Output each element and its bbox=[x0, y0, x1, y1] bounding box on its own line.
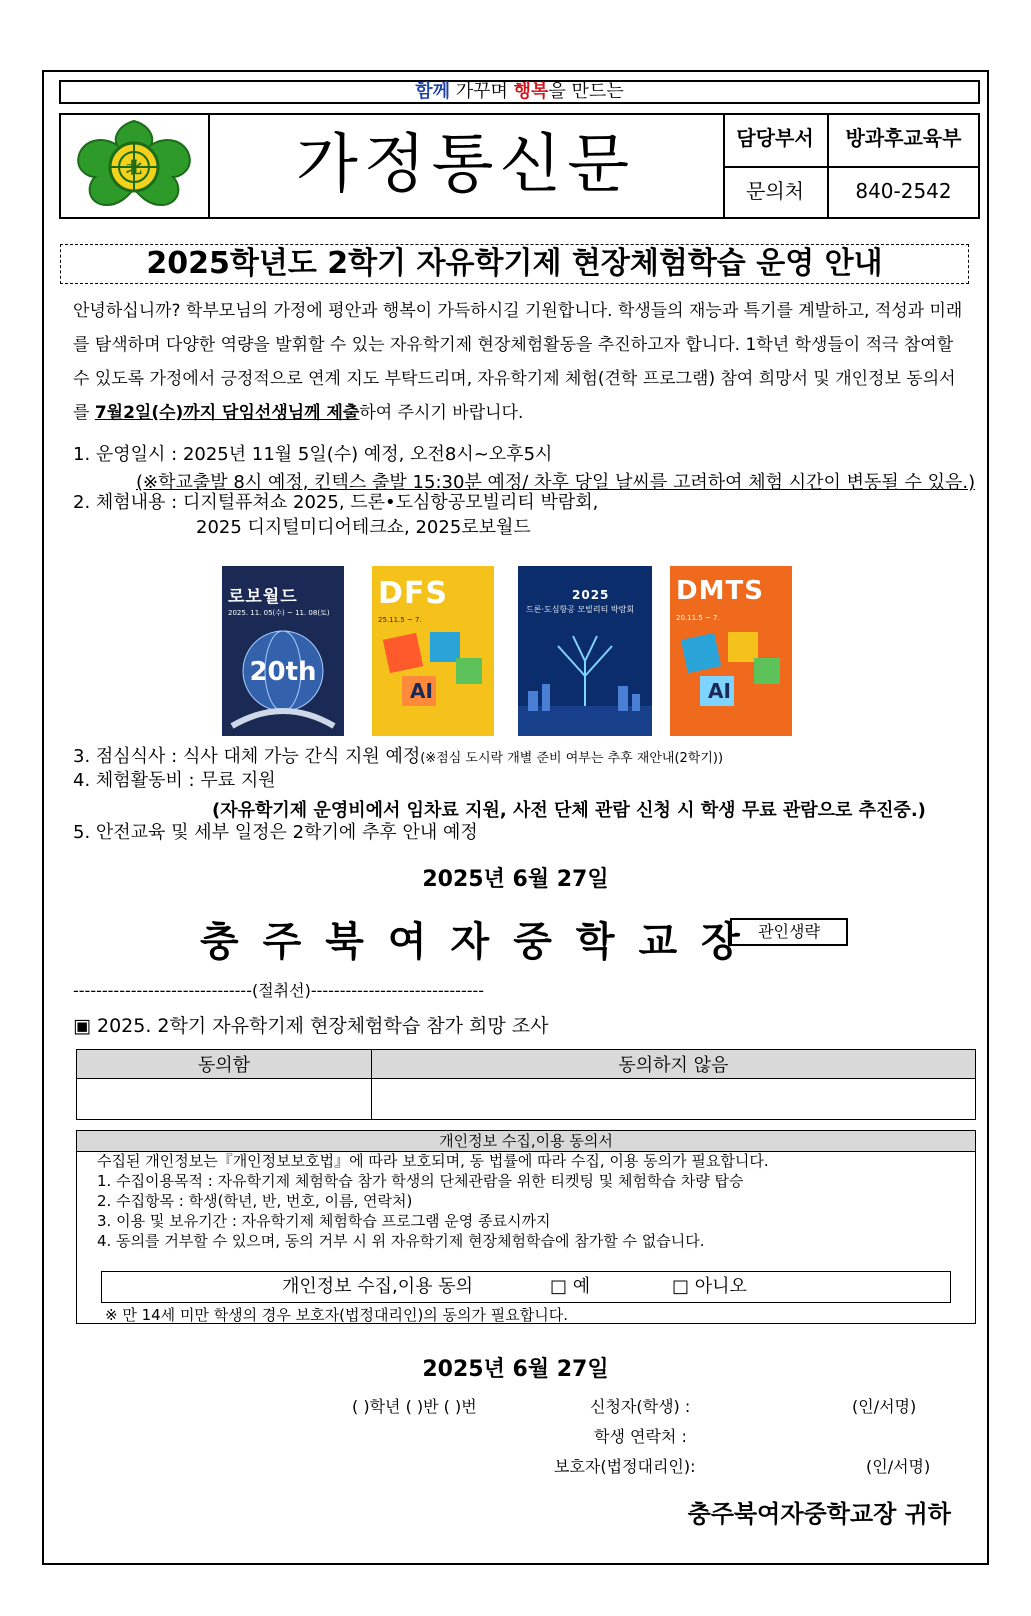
guardian-label: 보호자(법정대리인): bbox=[554, 1457, 696, 1476]
privacy-header: 개인정보 수집,이용 동의서 bbox=[77, 1131, 975, 1152]
class-number-line[interactable]: ( )학년 ( )반 ( )번 bbox=[352, 1397, 477, 1416]
cut-line: -------------------------------(절취선)------------------------------ bbox=[73, 981, 485, 1000]
item-lunch-note: (※점심 도시락 개별 준비 여부는 추후 재안내(2학기)) bbox=[420, 751, 724, 766]
privacy-line: 2. 수집항목 : 학생(학년, 반, 번호, 이름, 연락처) bbox=[97, 1192, 413, 1210]
poster-roboworld-sub: 2025. 11. 05(수) ~ 11. 08(토) bbox=[228, 609, 330, 617]
poster-roboworld bbox=[222, 566, 344, 736]
item-content: 2. 체험내용 : 디지털퓨쳐쇼 2025, 드론•도심항공모빌리티 박람회, bbox=[73, 492, 599, 513]
issue-date: 2025년 6월 27일 bbox=[422, 867, 609, 892]
dept-value: 방과후교육부 bbox=[845, 126, 962, 150]
svg-text:20th: 20th bbox=[249, 657, 317, 687]
privacy-line: 3. 이용 및 보유기간 : 자유학기제 체험학습 프로그램 운영 종료시까지 bbox=[97, 1212, 551, 1230]
svg-text:北: 北 bbox=[125, 158, 143, 177]
school-emblem-icon bbox=[61, 115, 208, 217]
contact-label: 문의처 bbox=[723, 168, 829, 219]
poster-dfs bbox=[372, 566, 494, 736]
item-content-cont: 2025 디지털미디어테크쇼, 2025로보월드 bbox=[196, 517, 531, 538]
applicant-label: 신청자(학생) : bbox=[590, 1397, 691, 1416]
privacy-footnote: ※ 만 14세 미만 학생의 경우 보호자(법정대리인)의 동의가 필요합니다. bbox=[105, 1306, 569, 1324]
privacy-line: 1. 수집이용목적 : 자유학기제 체험학습 참가 학생의 단체관람을 위한 티켓팅 및 체험학습 차량 탑승 bbox=[97, 1172, 744, 1190]
agree-cell[interactable] bbox=[77, 1079, 372, 1120]
intro-text: 안녕하십니까? 학부모님의 가정에 평안과 행복이 가득하시길 기원합니다. 학생들의 재능과 특기를 계발하고, 적성과 미래를 탐색하며 다양한 역량을 발휘할 수 있는 자유학기제 현장체험활동을 추진하고자 합니다. 1학년 학생들이 적극 참여할 수 있도록 가정에서 긍정적으로 연계 지도 부탁드리며, 자유학기제 체험(견학 프로그램) 참여 희망서 및 개인정보 동의서를 bbox=[73, 301, 963, 423]
newsletter-title: 가정통신문 bbox=[208, 115, 725, 217]
slogan bbox=[59, 80, 980, 104]
disagree-cell[interactable] bbox=[371, 1079, 975, 1120]
consent-no-checkbox[interactable]: □ 아니오 bbox=[672, 1276, 747, 1297]
poster-drone-expo bbox=[518, 566, 652, 736]
consent-label: 개인정보 수집,이용 동의 bbox=[282, 1276, 474, 1297]
newsletter-header bbox=[59, 113, 980, 219]
school-logo bbox=[61, 115, 210, 217]
form-date: 2025년 6월 27일 bbox=[422, 1357, 609, 1382]
participation-table bbox=[76, 1049, 976, 1120]
slogan-text: 가꾸며 bbox=[450, 81, 514, 102]
svg-text:AI: AI bbox=[708, 679, 731, 703]
poster-dfs-title: DFS bbox=[378, 576, 449, 611]
item-cost-note: (자유학기제 운영비에서 임차료 지원, 사전 단체 관람 신청 시 학생 무료 관람으로 추진중.) bbox=[212, 800, 926, 821]
privacy-line: 4. 동의를 거부할 수 있으며, 동의 거부 시 위 자유학기제 현장체험학습에 참가할 수 없습니다. bbox=[97, 1232, 705, 1250]
slogan-word-together: 함께 bbox=[415, 81, 451, 102]
poster-roboworld-title: 로보월드 bbox=[228, 587, 298, 607]
contact-info bbox=[723, 115, 978, 217]
item-cost: 4. 체험활동비 : 무료 지원 bbox=[73, 770, 276, 791]
notice-title: 2025학년도 2학기 자유학기제 현장체험학습 운영 안내 bbox=[60, 244, 969, 284]
contact-value: 840-2542 bbox=[855, 179, 952, 203]
privacy-line: 수집된 개인정보는『개인정보보호법』에 따라 보호되며, 동 법률에 따라 수집, 이용 동의가 필요합니다. bbox=[97, 1152, 769, 1170]
item-schedule: 1. 운영일시 : 2025년 11월 5일(수) 예정, 오전8시~오후5시 bbox=[73, 444, 553, 465]
svg-text:AI: AI bbox=[410, 679, 433, 703]
poster-drone-title: 2025 bbox=[572, 588, 610, 602]
disagree-header: 동의하지 않음 bbox=[371, 1050, 975, 1079]
intro-deadline: 7월2일(수)까지 담임선생님께 제출 bbox=[94, 403, 360, 423]
seal-omitted: 관인생략 bbox=[730, 918, 848, 946]
applicant-signature[interactable]: (인/서명) bbox=[852, 1397, 917, 1416]
consent-choice bbox=[101, 1271, 951, 1303]
poster-dmts-title: DMTS bbox=[676, 576, 764, 606]
guardian-signature[interactable]: (인/서명) bbox=[866, 1457, 931, 1476]
intro-paragraph bbox=[73, 294, 963, 430]
item-schedule-note: (※학교출발 8시 예정, 킨텍스 출발 15:30분 예정/ 차후 당일 날씨를 고려하여 체험 시간이 변동될 수 있음.) bbox=[136, 472, 976, 493]
survey-title: ▣ 2025. 2학기 자유학기제 현장체험학습 참가 희망 조사 bbox=[73, 1015, 549, 1037]
dept-label: 담당부서 bbox=[723, 115, 829, 166]
item-lunch bbox=[73, 742, 723, 768]
poster-dfs-sub: 25.11.5 ~ 7. bbox=[378, 616, 422, 624]
poster-dmts-sub: 20.11.5 ~ 7. bbox=[676, 614, 720, 622]
intro-text-end: 하여 주시기 바랍니다. bbox=[359, 403, 524, 423]
slogan-text-end: 을 만드는 bbox=[548, 81, 624, 102]
slogan-word-happiness: 행복 bbox=[513, 81, 549, 102]
item-lunch-text: 3. 점심식사 : 식사 대체 가능 간식 지원 예정 bbox=[73, 746, 421, 767]
poster-drone-sub: 드론·도심항공 모빌리티 박람회 bbox=[526, 605, 635, 614]
consent-yes-checkbox[interactable]: □ 예 bbox=[550, 1276, 591, 1297]
poster-dmts bbox=[670, 566, 792, 736]
addressee: 충주북여자중학교장 귀하 bbox=[687, 1500, 951, 1528]
agree-header: 동의함 bbox=[77, 1050, 372, 1079]
principal-name: 충주북여자중학교장 bbox=[200, 919, 764, 965]
item-safety: 5. 안전교육 및 세부 일정은 2학기에 추후 안내 예정 bbox=[73, 822, 478, 843]
privacy-consent-form bbox=[76, 1130, 976, 1324]
student-phone-label: 학생 연락처 : bbox=[594, 1427, 687, 1446]
